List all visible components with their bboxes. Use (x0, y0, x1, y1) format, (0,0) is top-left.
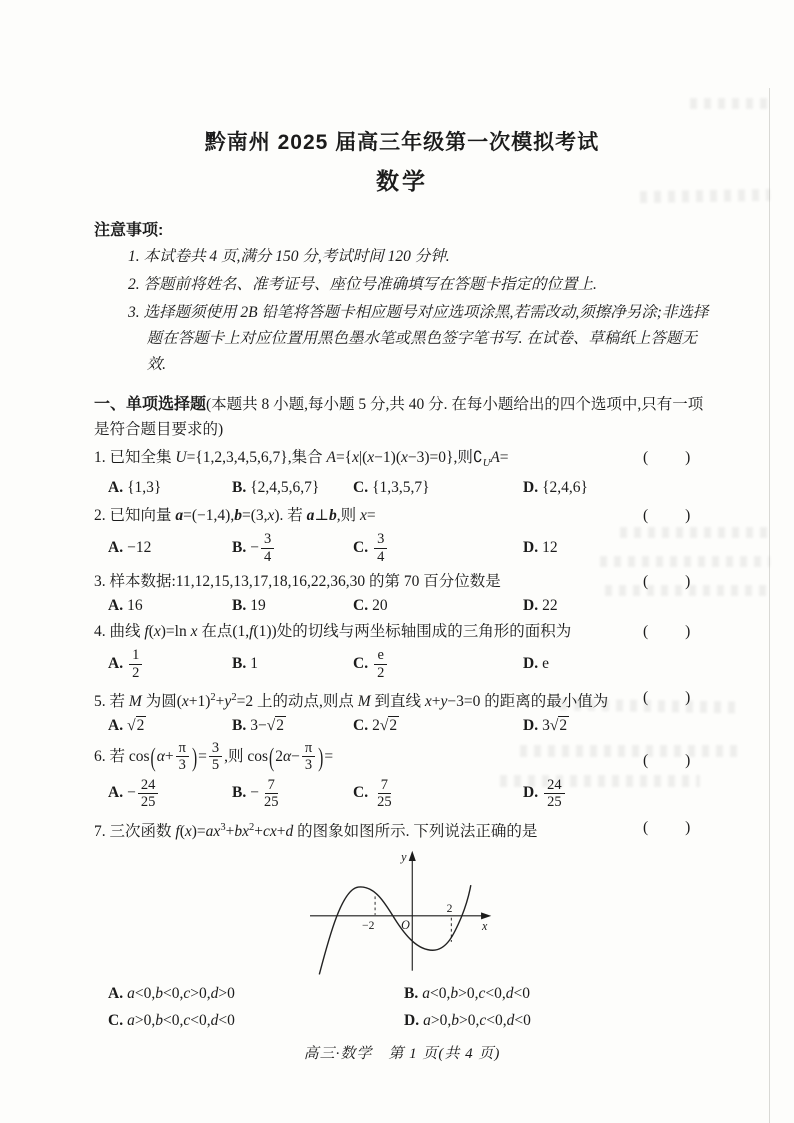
notice-item-1: 1. 本试卷共 4 页,满分 150 分,考试时间 120 分钟. (128, 248, 450, 265)
option-D (523, 536, 558, 560)
question-3 (94, 570, 710, 618)
option-value: {2,4,6} (542, 479, 588, 497)
option-value: 19 (250, 597, 266, 615)
exam-title: 黔南州 2025 届高三年级第一次模拟考试 (204, 131, 600, 154)
question-7 (94, 816, 710, 1034)
option-label: D. (404, 1011, 420, 1029)
option-value: {1,3,5,7} (372, 479, 430, 497)
cubic-function-figure (295, 848, 515, 980)
answer-blank-4: ( ) (643, 623, 693, 641)
question-6-options (94, 774, 710, 814)
option-label: C. (108, 1011, 124, 1029)
option-label: D. (523, 597, 539, 615)
question-4 (94, 620, 710, 684)
option-B (232, 777, 353, 810)
question-3-options (94, 594, 710, 618)
option-value: $\frac{1}{2}$ (127, 655, 144, 672)
option-label: D. (523, 655, 539, 673)
option-value: {1,3} (127, 479, 162, 497)
x-axis-label: x (481, 918, 488, 933)
option-value: 3−√2 (250, 717, 284, 735)
option-label: A. (108, 717, 124, 735)
option-value: 1 (250, 655, 258, 673)
option-label: A. (108, 654, 124, 672)
option-B (232, 652, 353, 676)
question-1-options (94, 476, 710, 500)
question-2 (94, 504, 710, 568)
option-label: A. (108, 597, 124, 615)
answer-blank-5: ( ) (643, 689, 693, 707)
answer-blank-3: ( ) (643, 573, 693, 591)
option-C (353, 714, 523, 738)
option-B (232, 714, 353, 738)
notice-item-2: 2. 答题前将姓名、准考证号、座位号准确填写在答题卡指定的位置上. (128, 276, 597, 293)
question-5-options (94, 714, 710, 738)
option-label: A. (108, 784, 124, 802)
cubic-curve (319, 885, 471, 974)
section-heading-rest: (本题共 8 小题,每小题 5 分,共 40 分. 在每小题给出的四个选项中,只有一项是符合题目要求的) (94, 396, 704, 438)
question-7-stem: 7. 三次函数 $f(x)=ax^3+bx^2+cx+d$ 的图象如图所示. 下列说法正确的是 ( ) (94, 816, 710, 844)
question-7-options (94, 980, 710, 1034)
notice-heading: 注意事项: (94, 222, 164, 239)
question-4-stem: 4. 曲线 f(x)=ln x 在点(1,f(1))处的切线与两坐标轴围成的三角形的面积为 ( ) (94, 620, 710, 644)
option-value: − $\frac{24}{25}$ (127, 784, 160, 801)
option-label: C. (353, 597, 369, 615)
option-value: − $\frac{3}{4}$ (250, 539, 276, 556)
option-label: B. (232, 655, 247, 673)
question-2-stem: 2. 已知向量 a=(−1,4),b=(3,x). 若 a⊥b,则 x= ( ) (94, 504, 710, 528)
option-D (404, 1007, 700, 1034)
question-2-options (94, 528, 710, 568)
option-label: C. (353, 784, 369, 802)
option-B (404, 980, 700, 1007)
option-value: − $\frac{7}{25}$ (250, 776, 279, 811)
option-label: B. (232, 717, 247, 735)
option-value: $\frac{24}{25}$ (542, 784, 567, 801)
question-5 (94, 686, 710, 738)
option-label: B. (232, 597, 247, 615)
option-B (232, 594, 353, 618)
option-C (353, 647, 523, 680)
option-A (108, 714, 232, 738)
tick-pos-2: 2 (446, 902, 453, 916)
option-value: 2√2 (372, 717, 398, 735)
option-value: √2 (127, 717, 145, 735)
option-label: C. (353, 717, 369, 735)
option-value: a>0,b>0,c<0,d<0 (423, 1011, 531, 1029)
notice-item-3: 3. 选择题须使用 2B 铅笔将答题卡相应题号对应选项涂黑,若需改动,须擦净另涂;非选择题在答题卡上对应位置用黑色墨水笔或黑色签字笔书写. 在试卷、草稿纸上答题无效. (128, 304, 709, 373)
question-6-stem: 6. 若 cos(α+ $\frac{\pi}{3}$ )= $\frac{3}{5}$ ,则 cos(2α− $\frac{\pi}{3}$ )= ( ) (94, 740, 693, 774)
option-value: 20 (372, 597, 388, 615)
option-label: D. (523, 784, 539, 802)
option-label: B. (232, 784, 247, 802)
option-B (232, 531, 353, 564)
option-C (353, 476, 523, 500)
option-C (108, 1007, 404, 1034)
option-value: e (542, 655, 549, 673)
option-label: C. (353, 654, 369, 672)
option-label: C. (353, 538, 369, 556)
question-6 (94, 740, 710, 813)
section-heading (94, 392, 710, 442)
option-A (108, 980, 404, 1007)
question-1 (94, 446, 710, 500)
page-footer: 高三·数学 第 1 页(共 4 页) (303, 1045, 501, 1062)
option-D (523, 777, 567, 810)
option-label: C. (353, 479, 369, 497)
option-value: $\frac{3}{4}$ (372, 539, 389, 556)
option-value: 16 (127, 597, 143, 615)
option-label: A. (108, 479, 124, 497)
option-label: D. (523, 479, 539, 497)
option-value: a>0,b<0,c<0,d<0 (127, 1011, 235, 1029)
answer-blank-7: ( ) (643, 818, 693, 836)
option-value: a<0,b>0,c<0,d<0 (422, 984, 530, 1002)
option-value: 3√2 (542, 717, 568, 735)
option-value: {2,4,5,6,7} (250, 479, 320, 497)
question-1-stem: 1. 已知全集 U={1,2,3,4,5,6,7},集合 A={x|(x−1)(x−3)=0},则$∁_UA=$ ( ) (94, 446, 710, 476)
option-value: $\frac{e}{2}$ (372, 655, 389, 672)
option-D (523, 714, 569, 738)
scan-edge-line (769, 88, 770, 1123)
option-C (353, 594, 523, 618)
option-A (108, 476, 232, 500)
option-A (108, 777, 232, 810)
option-label: D. (523, 717, 539, 735)
option-label: B. (232, 479, 247, 497)
answer-blank-1: ( ) (643, 449, 693, 466)
option-D (523, 476, 588, 500)
bleed-artifact (690, 98, 770, 109)
option-value: 22 (542, 597, 558, 615)
option-value: a<0,b<0,c>0,d>0 (127, 984, 235, 1002)
option-A (108, 647, 232, 680)
origin-label: O (401, 917, 410, 932)
option-D (523, 594, 558, 618)
option-C (353, 531, 523, 564)
answer-blank-6: ( ) (643, 752, 693, 770)
option-C (353, 777, 523, 810)
option-value: −12 (127, 539, 152, 557)
answer-blank-2: ( ) (643, 507, 693, 525)
option-A (108, 594, 232, 618)
option-value: $\frac{7}{25}$ (377, 776, 392, 811)
question-3-stem: 3. 样本数据:11,12,15,13,17,18,16,22,36,30 的第 70 百分位数是 ( ) (94, 570, 710, 594)
section-heading-bold: 一、单项选择题 (94, 396, 207, 413)
option-value: 12 (542, 539, 558, 557)
question-4-options (94, 644, 710, 684)
option-label: B. (232, 538, 247, 556)
option-label: A. (108, 984, 124, 1002)
option-A (108, 536, 232, 560)
tick-neg-2: −2 (362, 918, 375, 932)
option-label: A. (108, 539, 124, 557)
option-B (232, 476, 353, 500)
option-label: B. (404, 984, 419, 1002)
y-axis-arrow (409, 851, 416, 861)
exam-subject: 数学 (376, 168, 428, 194)
y-axis-label: y (401, 849, 407, 864)
question-5-stem: 5. 若 M 为圆$(x+1)^2+y^2=2$ 上的动点,则点 M 到直线 x+y−3=0 的距离的最小值为 ( ) (94, 686, 710, 714)
option-label: D. (523, 539, 539, 557)
option-D (523, 652, 549, 676)
